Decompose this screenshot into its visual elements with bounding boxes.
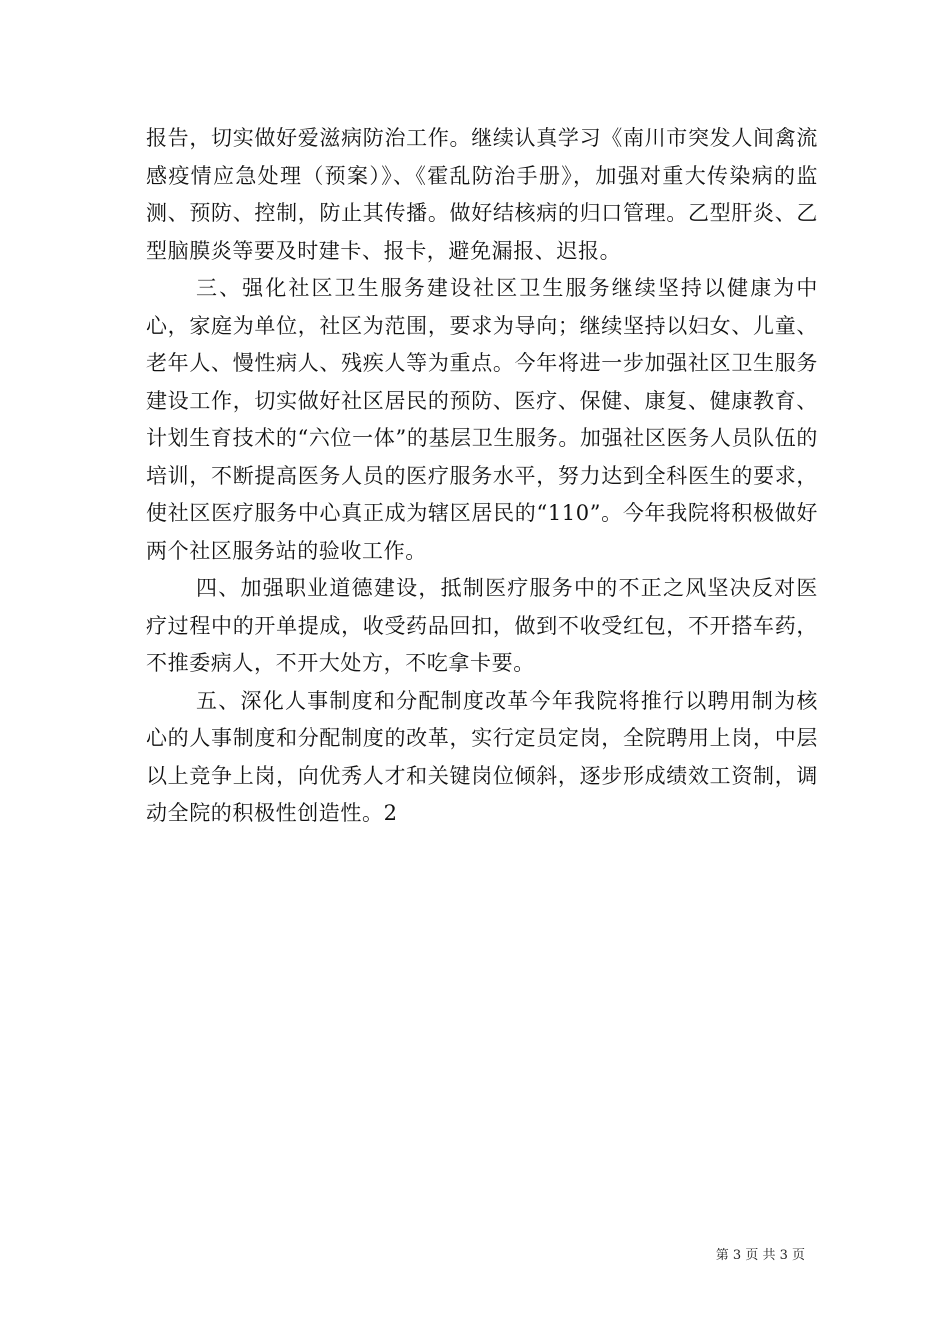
paragraph-section-four: 四、加强职业道德建设，抵制医疗服务中的不正之风坚决反对医疗过程中的开单提成，收受药品回扣，做到不收受红包，不开搭车药，不推委病人，不开大处方，不吃拿卡要。 <box>146 576 818 675</box>
paragraph-continuation: 报告，切实做好爱滋病防治工作。继续认真学习《南川市突发人间禽流感疫情应急处理（预案）》、《霍乱防治手册》，加强对重大传染病的监测、预防、控制，防止其传播。做好结核病的归口管理。乙型肝炎、乙型脑膜炎等要及时建卡、报卡，避免漏报、迟报。 <box>146 126 818 263</box>
paragraph-section-five: 五、深化人事制度和分配制度改革今年我院将推行以聘用制为核心的人事制度和分配制度的改革，实行定员定岗，全院聘用上岗，中层以上竞争上岗，向优秀人才和关键岗位倾斜，逐步形成绩效工资制，调动全院的积极性创造性。2 <box>146 688 818 825</box>
page-number-footer: 第 3 页 共 3 页 <box>715 1248 805 1263</box>
document-body <box>146 120 818 833</box>
paragraph-section-three: 三、强化社区卫生服务建设社区卫生服务继续坚持以健康为中心，家庭为单位，社区为范围，要求为导向；继续坚持以妇女、儿童、老年人、慢性病人、残疾人等为重点。今年将进一步加强社区卫生服务建设工作，切实做好社区居民的预防、医疗、保健、康复、健康教育、计划生育技术的“六位一体”的基层卫生服务。加强社区医务人员队伍的培训，不断提高医务人员的医疗服务水平，努力达到全科医生的要求，使社区医疗服务中心真正成为辖区居民的“110”。今年我院将积极做好两个社区服务站的验收工作。 <box>146 276 818 563</box>
